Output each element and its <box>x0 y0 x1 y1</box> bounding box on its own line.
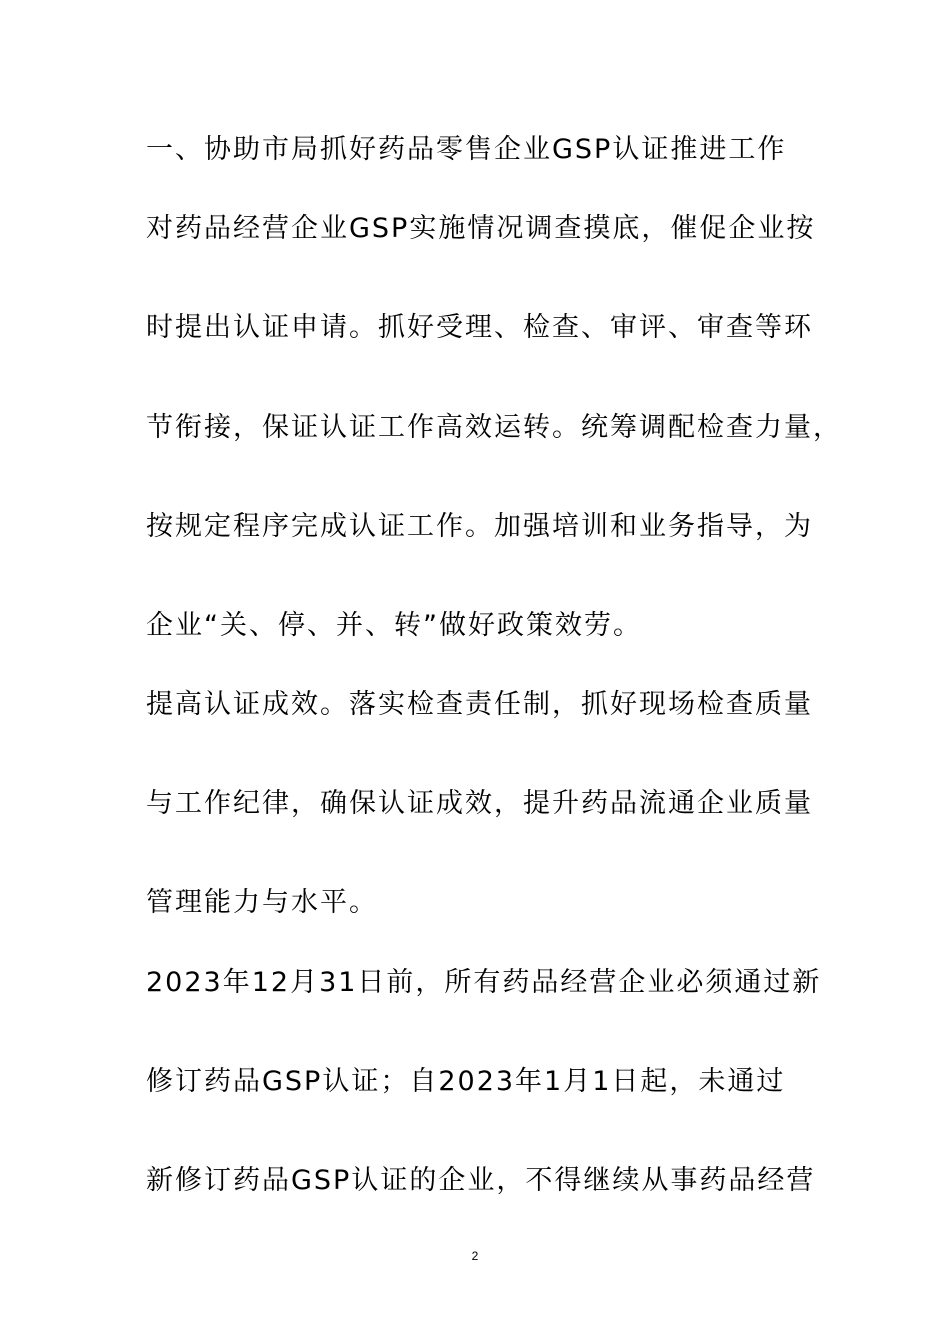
paragraph-3-line-1: 2023年12月31日前，所有药品经营企业必须通过新 <box>146 967 822 998</box>
paragraph-1-line-5: 企业“关、停、并、转”做好政策效劳。 <box>146 610 642 641</box>
paragraph-3-line-3: 新修订药品GSP认证的企业，不得继续从事药品经营 <box>146 1165 816 1196</box>
paragraph-1-line-3: 节衔接，保证认证工作高效运转。统筹调配检查力量， <box>146 412 842 443</box>
paragraph-1-line-2: 时提出认证申请。抓好受理、检查、审评、审查等环 <box>146 312 813 343</box>
page-number: 2 <box>471 1249 479 1263</box>
section-heading: 一、协助市局抓好药品零售企业GSP认证推进工作 <box>146 134 787 165</box>
paragraph-1-line-4: 按规定程序完成认证工作。加强培训和业务指导，为 <box>146 511 813 542</box>
paragraph-2-line-3: 管理能力与水平。 <box>146 887 378 918</box>
paragraph-2-line-1: 提高认证成效。落实检查责任制，抓好现场检查质量 <box>146 689 813 720</box>
paragraph-1-line-1: 对药品经营企业GSP实施情况调查摸底，催促企业按 <box>146 213 816 244</box>
paragraph-3-line-2: 修订药品GSP认证；自2023年1月1日起，未通过 <box>146 1066 786 1097</box>
paragraph-2-line-2: 与工作纪律，确保认证成效，提升药品流通企业质量 <box>146 788 813 819</box>
